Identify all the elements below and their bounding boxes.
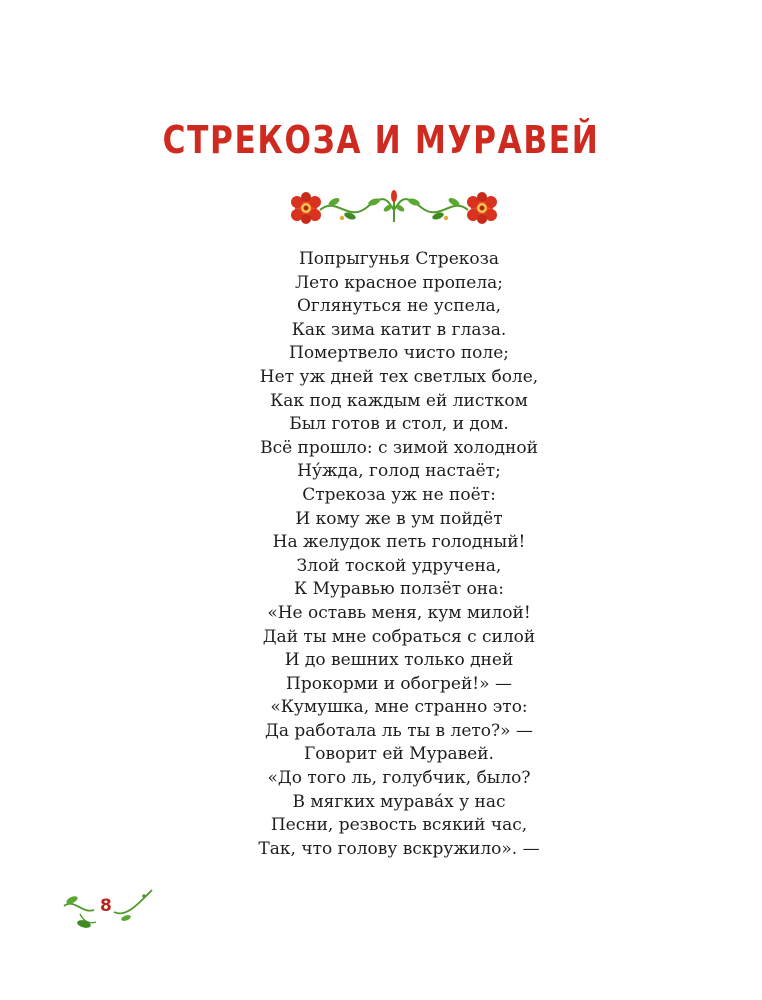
page-number: 8 — [100, 896, 112, 916]
poem-line: «Кумушка, мне странно это: — [270, 697, 528, 718]
poem-line: Был готов и стол, и дом. — [289, 414, 509, 435]
poem-line: Ну́жда, голод настаёт; — [297, 461, 501, 482]
floral-ornament-icon — [286, 188, 502, 228]
poem-line: И кому же в ум пойдёт — [295, 508, 503, 529]
poem-line: Говорит ей Муравей. — [304, 744, 494, 765]
poem-line: И до вешних только дней — [284, 650, 514, 671]
poem-line: Как зима катит в глаза. — [291, 319, 507, 340]
poem-line: Всё прошло: с зимой холодной — [260, 437, 538, 458]
poem-line: В мягких мурава́х у нас — [292, 791, 506, 812]
poem-line: Лето красное пропела; — [295, 272, 503, 293]
poem-line: К Муравью ползёт она: — [294, 579, 504, 600]
poem-line: Дай ты мне собраться с силой — [262, 626, 536, 647]
poem-line: На желудок петь голодный! — [272, 532, 526, 553]
poem-line: «До того ль, голубчик, было? — [267, 768, 531, 789]
poem-line: Нет уж дней тех светлых боле, — [259, 366, 539, 387]
poem-line: Так, что голову вскружило». — — [258, 838, 540, 859]
poem-line: «Не оставь меня, кум милой! — [267, 602, 531, 623]
page-title: СТРЕКОЗА И МУРАВЕЙ — [162, 118, 600, 162]
poem-line: Как под каждым ей листком — [270, 390, 528, 411]
poem-line: Помертвело чисто поле; — [289, 343, 509, 364]
poem-line: Песни, резвость всякий час, — [270, 815, 528, 836]
poem-line: Попрыгунья Стрекоза — [298, 249, 500, 269]
poem-line: Прокорми и обогрей!» — — [286, 673, 512, 694]
poem-line: Оглянуться не успела, — [296, 296, 502, 317]
poem-text — [0, 248, 762, 861]
poem-line: Стрекоза уж не поёт: — [302, 484, 496, 505]
poem-line: Да работала ль ты в лето?» — — [265, 720, 533, 741]
poem-line: Злой тоской удручена, — [296, 555, 502, 576]
